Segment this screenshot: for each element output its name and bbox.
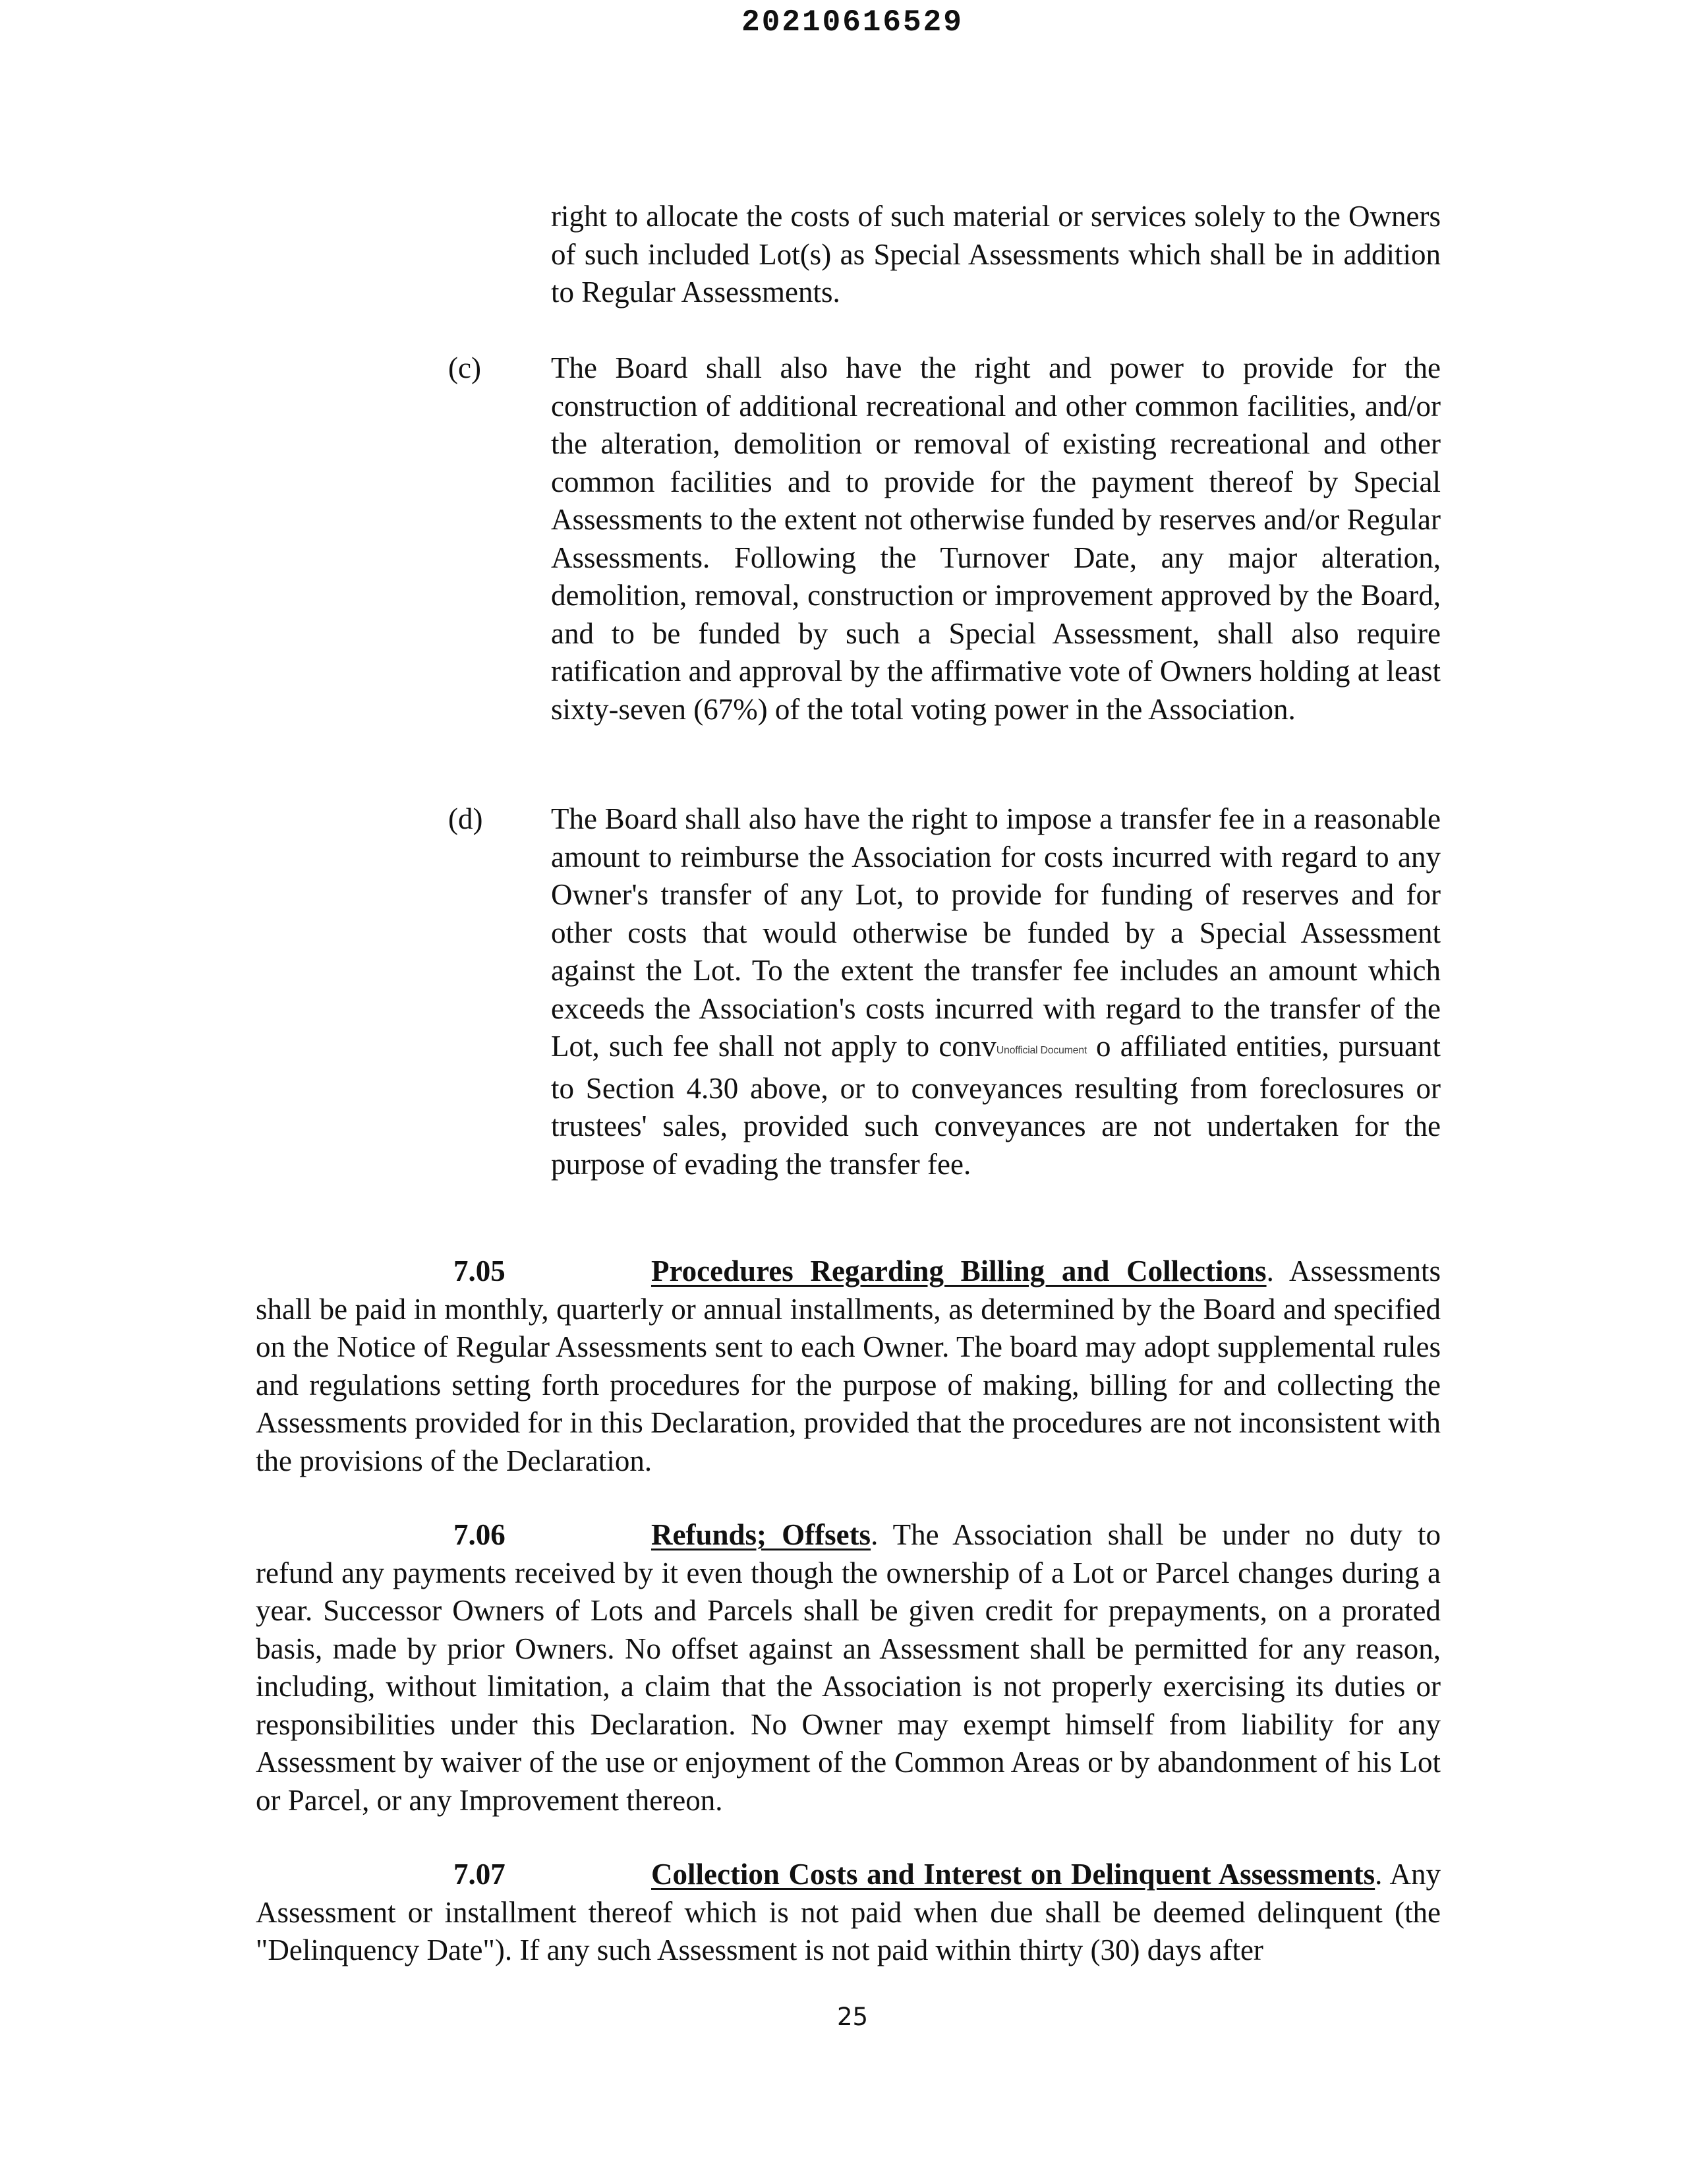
item-c-paragraph: The Board shall also have the right and power to provide for the construction of additional recreational and other common facilities, and/or the alteration, demolition or removal of existing recreational and other common facilities and to provide for the payment thereof by Special Assessments to the extent not otherwise funded by reserves and/or Regular Assessments. Following the Turnover Date, any major alteration, demolition, removal, construction or improvement approved by the Board, and to be funded by such a Special Assessment, shall also require ratification and approval by the affirmative vote of Owners holding at least sixty-seven (67%) of the total voting power in the Association. bbox=[551, 351, 1441, 726]
page-number: 25 bbox=[836, 2003, 869, 2031]
unofficial-document-watermark: Unofficial Document bbox=[996, 1045, 1087, 1056]
section-7-06-number-wrap bbox=[256, 1516, 651, 1554]
section-7-07 bbox=[256, 1856, 1441, 1970]
item-d-paragraph bbox=[551, 800, 1441, 1183]
item-c-label: (c) bbox=[448, 351, 481, 384]
item-d-text-before: The Board shall also have the right to impose a transfer fee in a reasonable amount to reimburse the Association for costs incurred with regard to any Owner's transfer of any Lot, to provide for funding of reserves and for other costs that would otherwise be funded by a Special Assessment against the Lot. To the extent the transfer fee includes an amount which exceeds the Association's costs incurred with regard to the transfer of the Lot, such fee shall not apply to conv bbox=[551, 802, 1441, 1063]
section-7-07-title: Collection Costs and Interest on Delinquent Assessments bbox=[651, 1858, 1375, 1891]
document-number: 20210616529 bbox=[741, 5, 964, 40]
section-7-06-number: 7.06 bbox=[453, 1518, 506, 1551]
section-7-07-number: 7.07 bbox=[453, 1858, 506, 1891]
section-7-05-number-wrap bbox=[256, 1253, 651, 1291]
item-d-text-after: o affiliated entities, pursuant to Section 4.30 above, or to conveyances resulting from foreclosures or trustees' sales, provided such conveyances are not undertaken for the purpose of evading the transfer fee. bbox=[551, 1030, 1441, 1181]
item-d-label: (d) bbox=[448, 802, 483, 835]
section-7-05-number: 7.05 bbox=[453, 1254, 506, 1287]
section-7-05 bbox=[256, 1253, 1441, 1480]
section-7-06-title: Refunds; Offsets bbox=[651, 1518, 871, 1551]
section-7-06-text: . The Association shall be under no duty to refund any payments received by it even though the ownership of a Lot or Parcel changes during a year. Successor Owners of Lots and Parcels shall be given credit for prepayments, on a prorated basis, made by prior Owners. No offset against an Assessment shall be permitted for any reason, including, without limitation, a claim that the Association is not properly exercising its duties or responsibilities under this Declaration. No Owner may exempt himself from liability for any Assessment by waiver of the use or enjoyment of the Common Areas or by abandonment of his Lot or Parcel, or any Improvement thereon. bbox=[256, 1518, 1441, 1817]
continuation-paragraph: right to allocate the costs of such material or services solely to the Owners of such included Lot(s) as Special Assessments which shall be in addition to Regular Assessments. bbox=[551, 200, 1441, 309]
section-7-06 bbox=[256, 1516, 1441, 1819]
section-7-05-title: Procedures Regarding Billing and Collections bbox=[651, 1254, 1267, 1287]
section-7-07-number-wrap bbox=[256, 1856, 651, 1894]
section-7-07-text: . Any Assessment or installment thereof which is not paid when due shall be deemed delinquent (the "Delinquency Date"). If any such Assessment is not paid within thirty (30) days after bbox=[256, 1858, 1441, 1966]
section-7-05-text: . Assessments shall be paid in monthly, quarterly or annual installments, as determined by the Board and specified on the Notice of Regular Assessments sent to each Owner. The board may adopt supplemental rules and regulations setting forth procedures for the purpose of making, billing for and collecting the Assessments provided for in this Declaration, provided that the procedures are not inconsistent with the provisions of the Declaration. bbox=[256, 1254, 1441, 1477]
